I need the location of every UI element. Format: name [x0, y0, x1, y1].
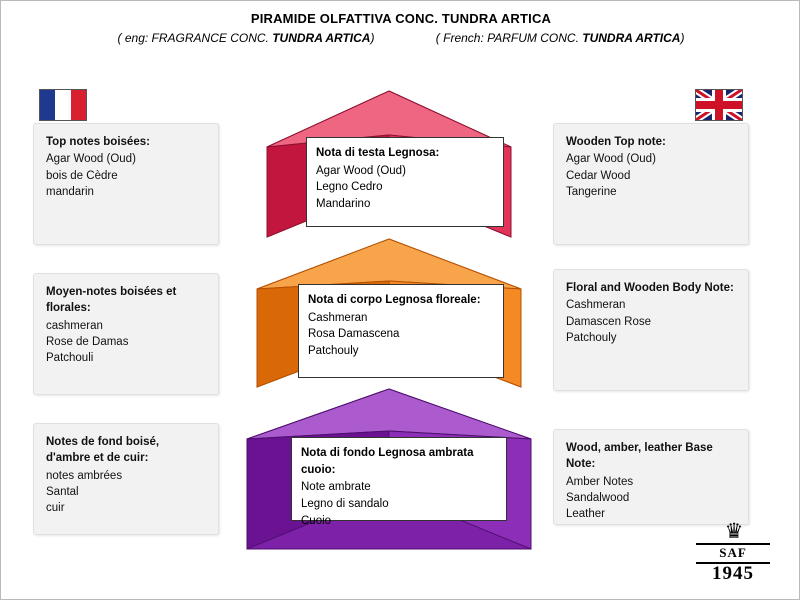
french-flag-blue-band: [40, 90, 55, 120]
pyramid-middle-label-line-1: Cashmeran: [308, 311, 368, 324]
english-top-notes-line-2: Cedar Wood: [566, 169, 631, 182]
pyramid-middle-label: [298, 284, 504, 378]
pyramid-top-label-line-1: Agar Wood (Oud): [316, 164, 406, 177]
french-middle-notes-line-2: Rose de Damas: [46, 335, 129, 348]
english-top-notes-line-1: Agar Wood (Oud): [566, 153, 656, 166]
pyramid-base-label: [291, 437, 507, 527]
french-top-notes-box: [33, 123, 219, 245]
pyramid-top-label-title: Nota di testa Legnosa:: [316, 147, 440, 159]
english-base-notes-title: Wood, amber, leather Base Note:: [566, 442, 713, 471]
french-top-notes-title: Top notes boisées:: [46, 136, 150, 148]
french-middle-notes-line-3: Patchouli: [46, 352, 94, 365]
pyramid-base-label-line-3: Cuoio: [301, 514, 332, 527]
french-base-notes-line-3: cuir: [46, 502, 65, 515]
logo-year-text: 1945: [712, 563, 754, 584]
pyramid-top-label: [306, 137, 504, 227]
pyramid-base-label-line-1: Note ambrate: [301, 481, 371, 494]
page-title: PIRAMIDE OLFATTIVA CONC. TUNDRA ARTICA: [250, 11, 552, 26]
french-middle-notes-title: Moyen-notes boisées et florales:: [46, 286, 177, 315]
subtitle-english-suffix: ): [370, 31, 375, 45]
french-flag-icon: [39, 89, 87, 121]
french-base-notes-line-2: Santal: [46, 485, 79, 498]
english-base-notes-line-3: Leather: [566, 508, 606, 521]
brand-logo: [685, 520, 781, 585]
french-top-notes-line-3: mandarin: [46, 185, 94, 198]
uk-flag-red-horizontal: [696, 101, 742, 109]
pyramid-middle-label-line-3: Patchouly: [308, 345, 359, 358]
french-flag-red-band: [71, 90, 86, 120]
english-top-notes-title: Wooden Top note:: [566, 136, 666, 148]
logo-brand-text: SAF: [719, 545, 747, 560]
header: [1, 11, 800, 45]
subtitle-french-name: TUNDRA ARTICA: [582, 31, 681, 45]
pyramid-base-label-line-2: Legno di sandalo: [301, 498, 389, 511]
french-base-notes-title: Notes de fond boisé, d'ambre et de cuir:: [46, 436, 160, 465]
pyramid-middle-label-title: Nota di corpo Legnosa floreale:: [308, 294, 481, 306]
english-top-notes-line-3: Tangerine: [566, 185, 617, 198]
subtitle-english: [118, 31, 375, 45]
french-top-notes-line-1: Agar Wood (Oud): [46, 153, 136, 166]
subtitle-french-prefix: ( French: PARFUM CONC.: [435, 31, 583, 45]
english-top-notes-box: [553, 123, 749, 245]
french-top-notes-line-2: bois de Cèdre: [46, 169, 118, 182]
french-middle-notes-box: [33, 273, 219, 395]
pyramid-base-label-title: Nota di fondo Legnosa ambrata cuoio:: [301, 447, 474, 476]
pyramid-top-label-line-3: Mandarino: [316, 198, 371, 211]
french-base-notes-box: [33, 423, 219, 535]
french-flag-white-band: [55, 90, 70, 120]
french-middle-notes-line-1: cashmeran: [46, 319, 103, 332]
english-middle-notes-line-2: Damascen Rose: [566, 315, 652, 328]
subtitle-english-name: TUNDRA ARTICA: [272, 31, 371, 45]
subtitle-french: [436, 31, 685, 45]
french-base-notes-line-1: notes ambrées: [46, 469, 123, 482]
english-middle-notes-box: [553, 269, 749, 391]
crown-icon: ♛: [724, 520, 742, 544]
page-subtitle: [1, 31, 800, 45]
english-middle-notes-line-1: Cashmeran: [566, 299, 626, 312]
subtitle-french-suffix: ): [680, 31, 685, 45]
pyramid-top-label-line-2: Legno Cedro: [316, 181, 383, 194]
uk-flag-icon: [695, 89, 743, 121]
english-middle-notes-title: Floral and Wooden Body Note:: [566, 282, 734, 294]
english-base-notes-line-1: Amber Notes: [566, 475, 634, 488]
english-middle-notes-line-3: Patchouly: [566, 331, 617, 344]
subtitle-english-prefix: ( eng: FRAGRANCE CONC.: [117, 31, 273, 45]
english-base-notes-line-2: Sandalwood: [566, 491, 630, 504]
english-base-notes-box: [553, 429, 749, 525]
pyramid-middle-label-line-2: Rosa Damascena: [308, 328, 400, 341]
